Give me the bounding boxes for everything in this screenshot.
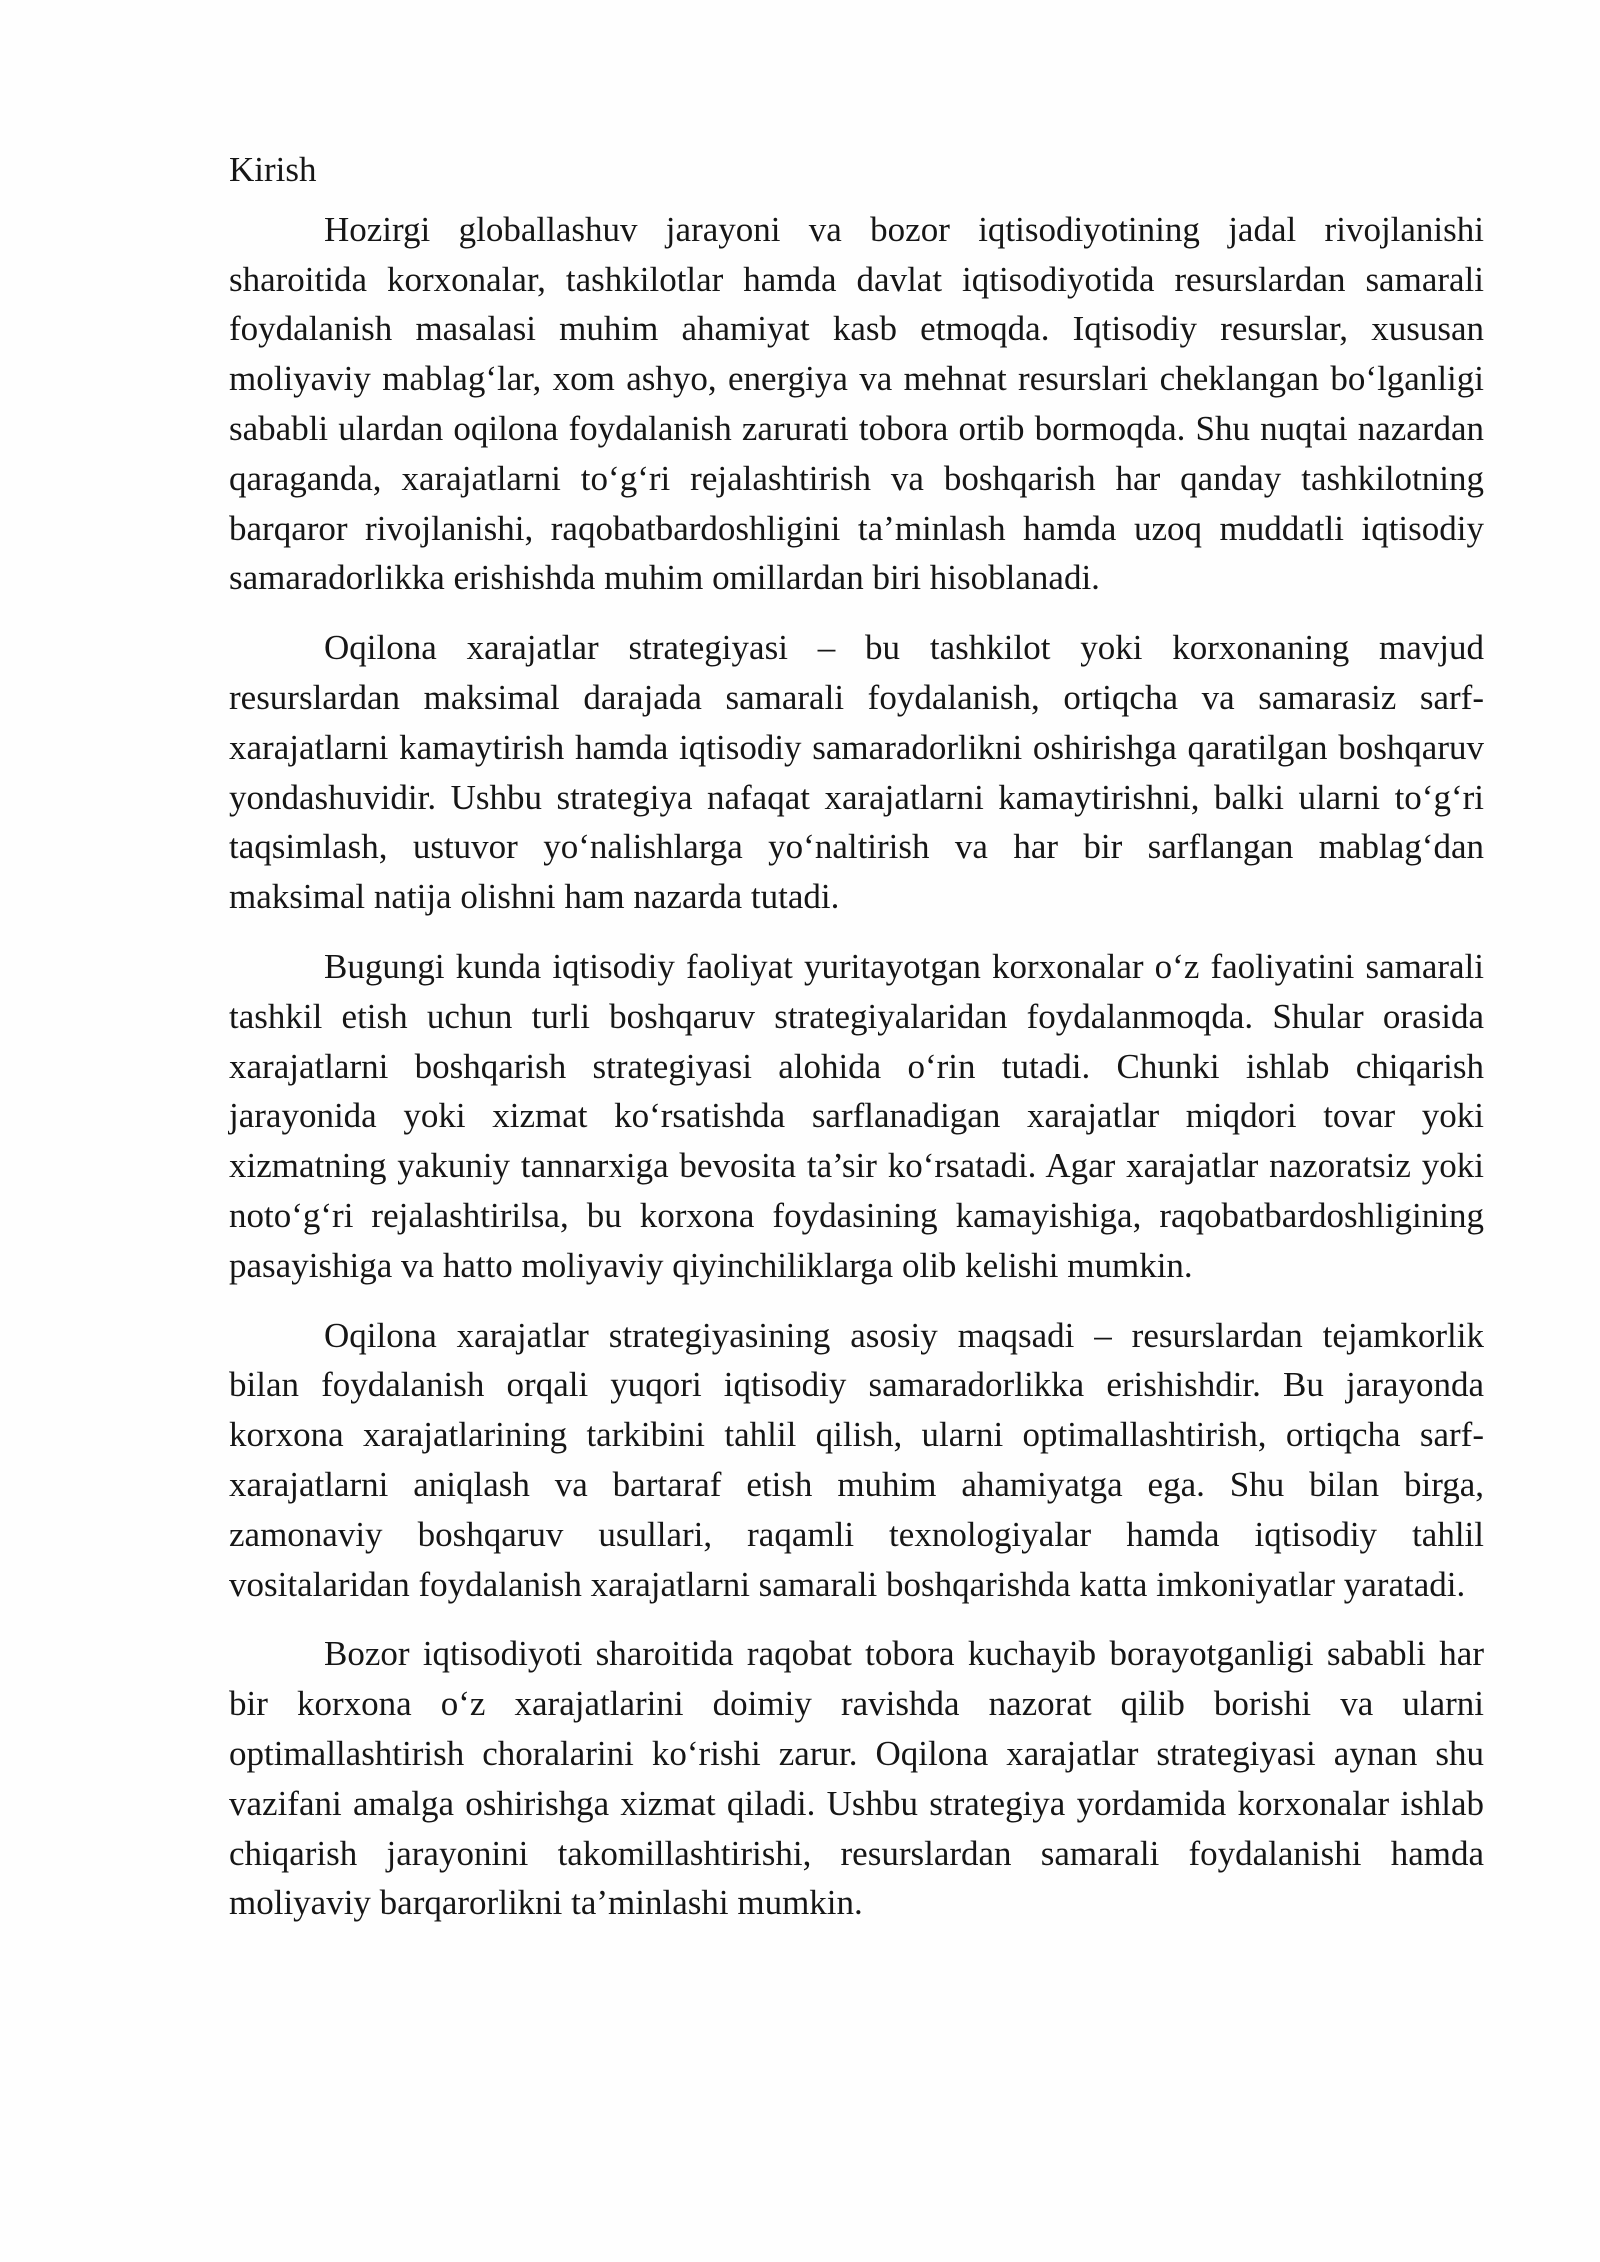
paragraph-5: Bozor iqtisodiyoti sharoitida raqobat tobora kuchayib borayotganligi sababli har bir korxona o‘z xarajatlarini doimiy ravishda nazorat qilib borishi va ularni optimallashtirish choralarini ko‘rishi zarur. Oqilona xarajatlar strategiyasi aynan shu vazifani amalga oshirishga xizmat qiladi. Ushbu strategiya yordamida korxonalar ishlab chiqarish jarayonini takomillashtirishi, resurslardan samarali foydalanishi hamda moliyaviy barqarorlikni ta’minlashi mumkin. <box>229 1634 1484 1923</box>
paragraph-3: Bugungi kunda iqtisodiy faoliyat yuritayotgan korxonalar o‘z faoliyatini samarali tashkil etish uchun turli boshqaruv strategiyalaridan foydalanmoqda. Shular orasida xarajatlarni boshqarish strategiyasi alohida o‘rin tutadi. Chunki ishlab chiqarish jarayonida yoki xizmat ko‘rsatishda sarflanadigan xarajatlar miqdori tovar yoki xizmatning yakuniy tannarxiga bevosita ta’sir ko‘rsatadi. Agar xarajatlar nazoratsiz yoki noto‘g‘ri rejalashtirilsa, bu korxona foydasining kamayishiga, raqobatbardoshligining pasayishiga va hatto moliyaviy qiyinchiliklarga olib kelishi mumkin. <box>229 946 1484 1285</box>
section-heading: Kirish <box>229 150 317 189</box>
paragraph-2: Oqilona xarajatlar strategiyasi – bu tashkilot yoki korxonaning mavjud resurslardan maksimal darajada samarali foydalanish, ortiqcha va samarasiz sarf-xarajatlarni kamaytirish hamda iqtisodiy samaradorlikni oshirishga qaratilgan boshqaruv yondashuvidir. Ushbu strategiya nafaqat xarajatlarni kamaytirishni, balki ularni to‘g‘ri taqsimlash, ustuvor yo‘nalishlarga yo‘naltirish va har bir sarflangan mablag‘dan maksimal natija olishni ham nazarda tutadi. <box>229 628 1484 917</box>
paragraph-4: Oqilona xarajatlar strategiyasining asosiy maqsadi – resurslardan tejamkorlik bilan foydalanish orqali yuqori iqtisodiy samaradorlikka erishishdir. Bu jarayonda korxona xarajatlarining tarkibini tahlil qilish, ularni optimallashtirish, ortiqcha sarf-xarajatlarni aniqlash va bartaraf etish muhim ahamiyatga ega. Shu bilan birga, zamonaviy boshqaruv usullari, raqamli texnologiyalar hamda iqtisodiy tahlil vositalaridan foydalanish xarajatlarni samarali boshqarishda katta imkoniyatlar yaratadi. <box>229 1315 1484 1604</box>
paragraph-1: Hozirgi globallashuv jarayoni va bozor iqtisodiyotining jadal rivojlanishi sharoitida korxonalar, tashkilotlar hamda davlat iqtisodiyotida resurslardan samarali foydalanish masalasi muhim ahamiyat kasb etmoqda. Iqtisodiy resurslar, xususan moliyaviy mablag‘lar, xom ashyo, energiya va mehnat resurslari cheklangan bo‘lganligi sababli ulardan oqilona foydalanish zarurati tobora ortib bormoqda. Shu nuqtai nazardan qaraganda, xarajatlarni to‘g‘ri rejalashtirish va boshqarish har qanday tashkilotning barqaror rivojlanishi, raqobatbardoshligini ta’minlash hamda uzoq muddatli iqtisodiy samaradorlikka erishishda muhim omillardan biri hisoblanadi. <box>229 209 1484 598</box>
document-body <box>229 145 1484 1948</box>
